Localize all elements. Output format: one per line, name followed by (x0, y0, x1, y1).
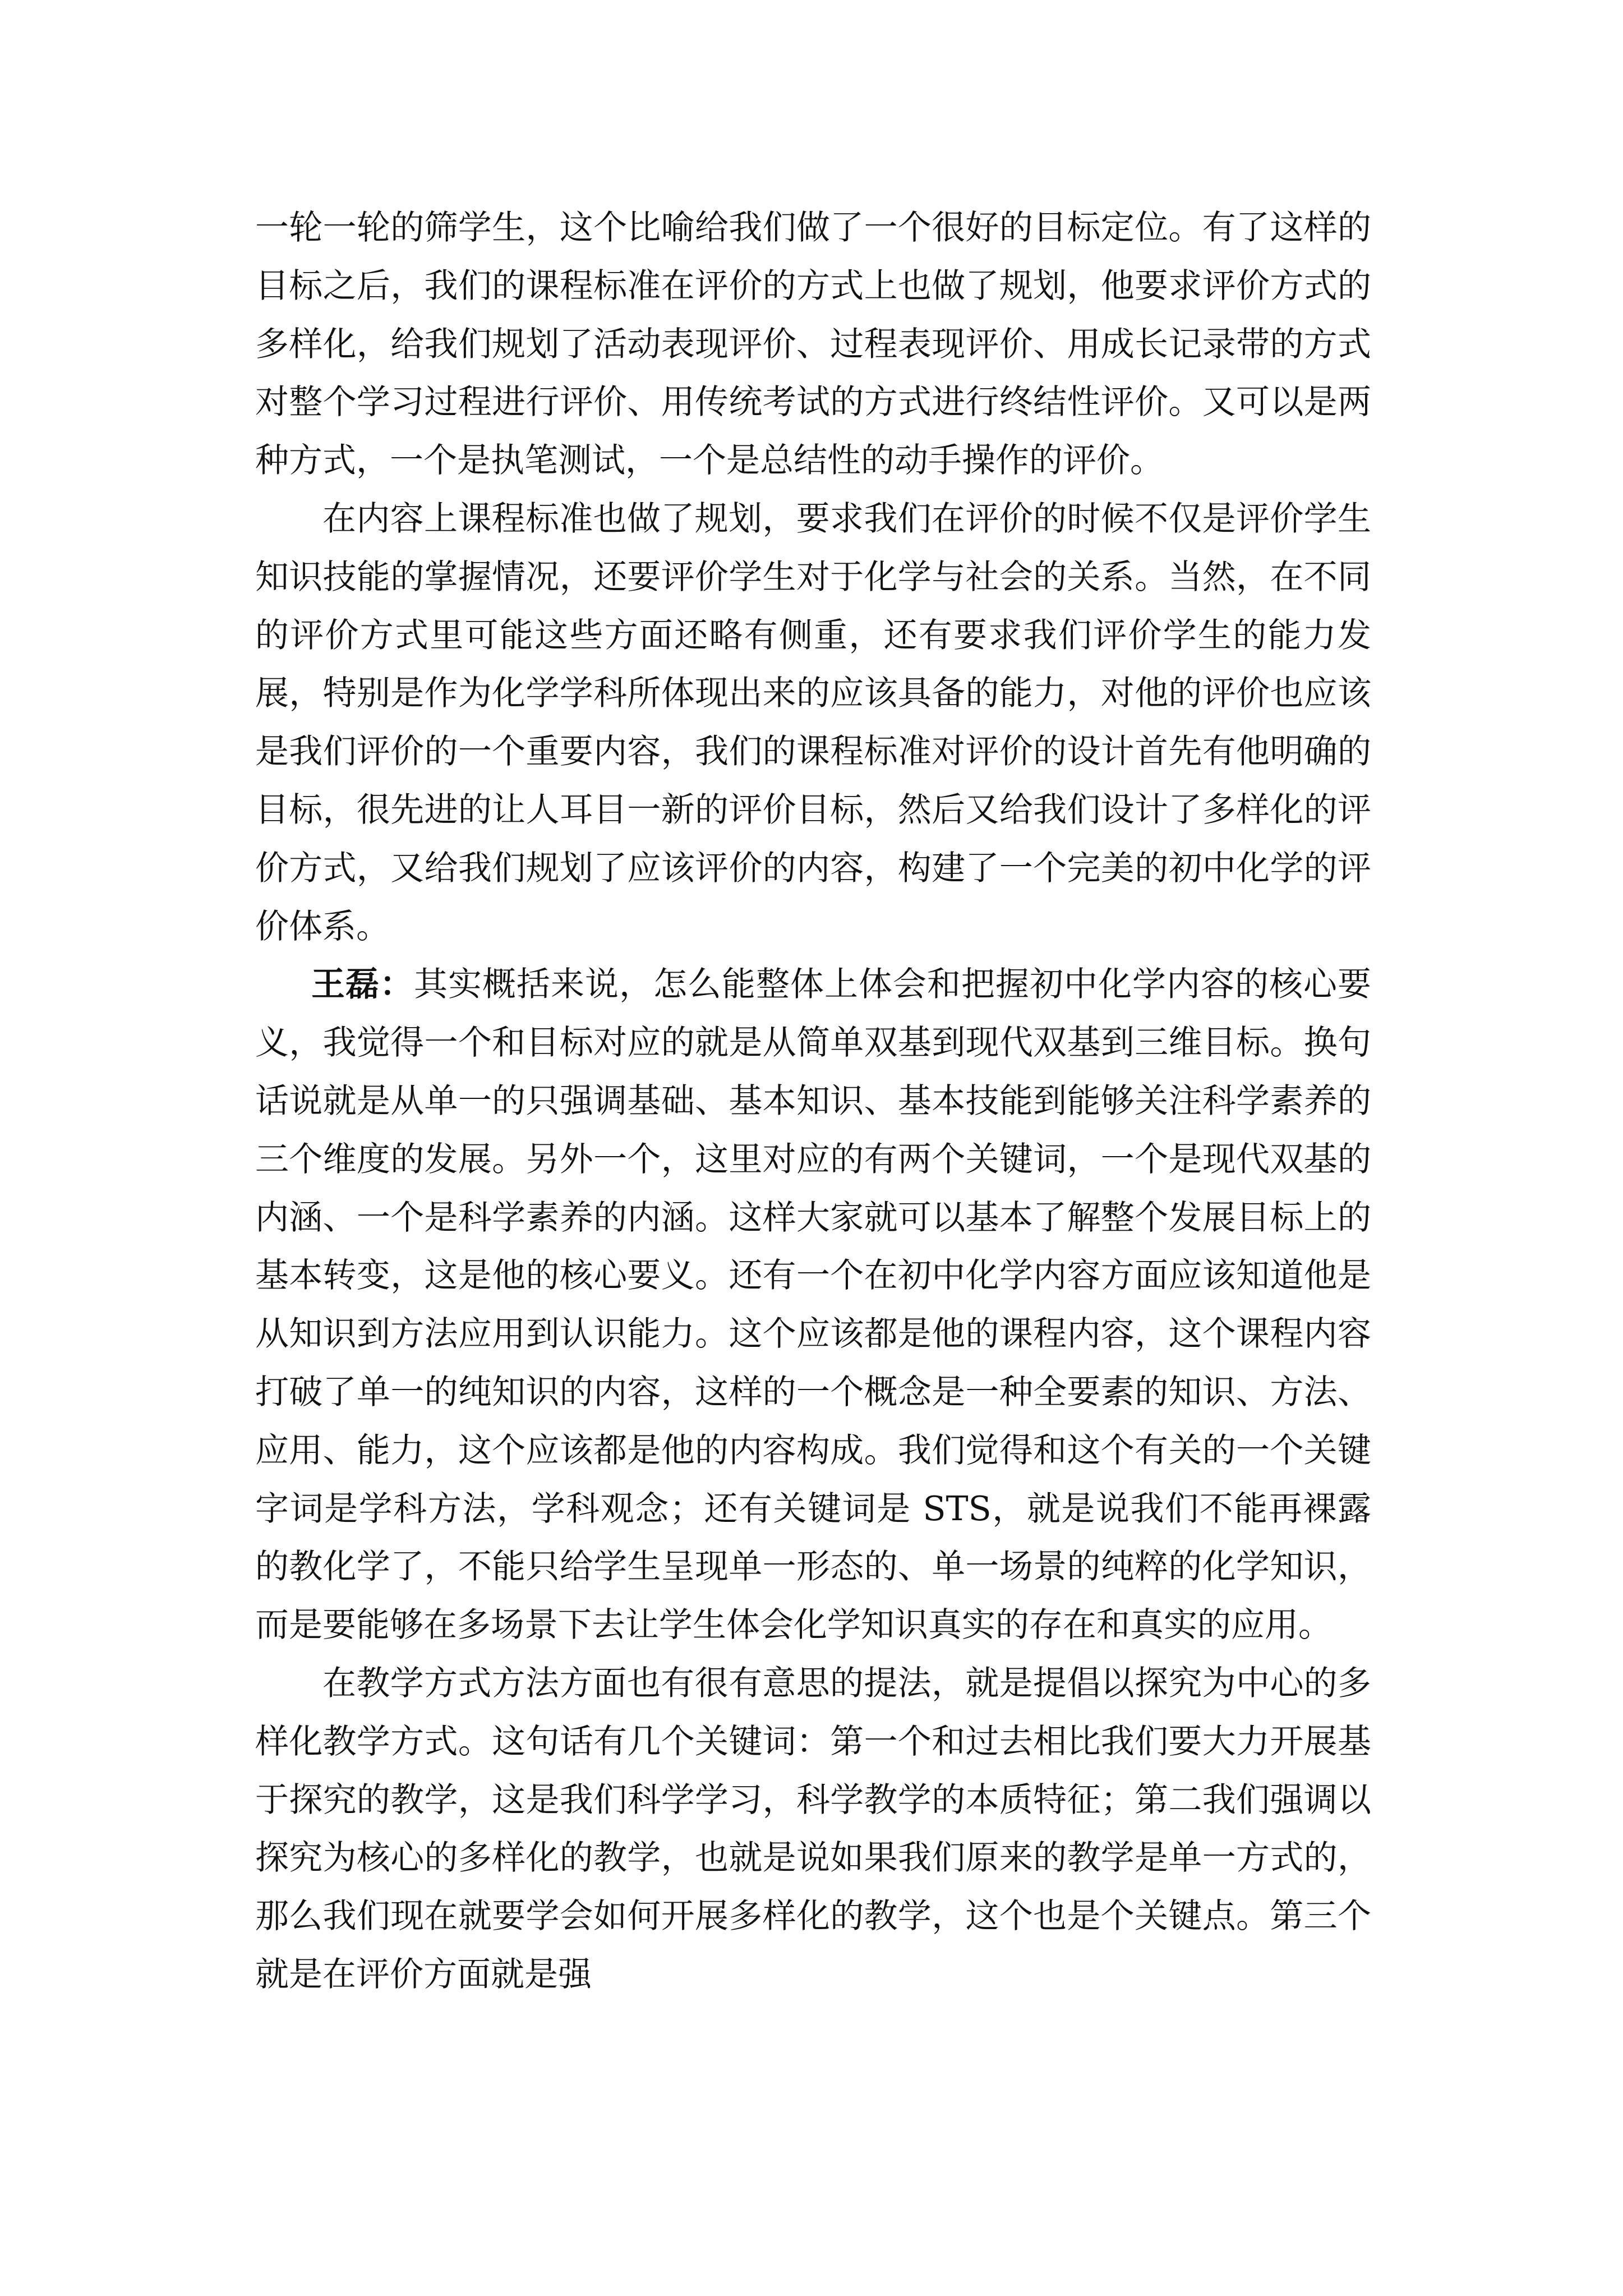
speaker-name: 王磊： (311, 965, 414, 1005)
paragraph-evaluation-goals (255, 199, 1371, 490)
paragraph-text: 在内容上课程标准也做了规划，要求我们在评价的时候不仅是评价学生知识技能的掌握情况，还要评价学生对于化学与社会的关系。当然，在不同的评价方式里可能这些方面还略有侧重，还有要求我们评价学生的能力发展，特别是作为化学学科所体现出来的应该具备的能力，对他的评价也应该是我们评价的一个重要内容，我们的课程标准对评价的设计首先有他明确的目标，很先进的让人耳目一新的评价目标，然后又给我们设计了多样化的评价方式，又给我们规划了应该评价的内容，构建了一个完美的初中化学的评价体系。 (255, 499, 1371, 946)
paragraph-wang-lei-remarks (255, 956, 1371, 1655)
paragraph-text: 其实概括来说，怎么能整体上体会和把握初中化学内容的核心要义，我觉得一个和目标对应的就是从简单双基到现代双基到三维目标。换句话说就是从单一的只强调基础、基本知识、基本技能到能够关注科学素养的三个维度的发展。另外一个，这里对应的有两个关键词，一个是现代双基的内涵、一个是科学素养的内涵。这样大家就可以基本了解整个发展目标上的基本转变，这是他的核心要义。还有一个在初中化学内容方面应该知道他是从知识到方法应用到认识能力。这个应该都是他的课程内容，这个课程内容打破了单一的纯知识的内容，这样的一个概念是一种全要素的知识、方法、应用、能力，这个应该都是他的内容构成。我们觉得和这个有关的一个关键字词是学科方法，学科观念；还有关键词是 STS，就是说我们不能再裸露的教化学了，不能只给学生呈现单一形态的、单一场景的纯粹的化学知识，而是要能够在多场景下去让学生体会化学知识真实的存在和真实的应用。 (255, 965, 1371, 1645)
paragraph-text: 在教学方式方法方面也有很有意思的提法，就是提倡以探究为中心的多样化教学方式。这句话有几个关键词：第一个和过去相比我们要大力开展基于探究的教学，这是我们科学学习，科学教学的本质特征；第二我们强调以探究为核心的多样化的教学，也就是说如果我们原来的教学是单一方式的，那么我们现在就要学会如何开展多样化的教学，这个也是个关键点。第三个就是在评价方面就是强 (255, 1663, 1371, 1994)
paragraph-evaluation-content (255, 490, 1371, 956)
paragraph-text: 一轮一轮的筛学生，这个比喻给我们做了一个很好的目标定位。有了这样的目标之后，我们的课程标准在评价的方式上也做了规划，他要求评价方式的多样化，给我们规划了活动表现评价、过程表现评价、用成长记录带的方式对整个学习过程进行评价、用传统考试的方式进行终结性评价。又可以是两种方式，一个是执笔测试，一个是总结性的动手操作的评价。 (255, 208, 1371, 481)
paragraph-teaching-methods (255, 1655, 1371, 2004)
document-body (255, 199, 1371, 2004)
